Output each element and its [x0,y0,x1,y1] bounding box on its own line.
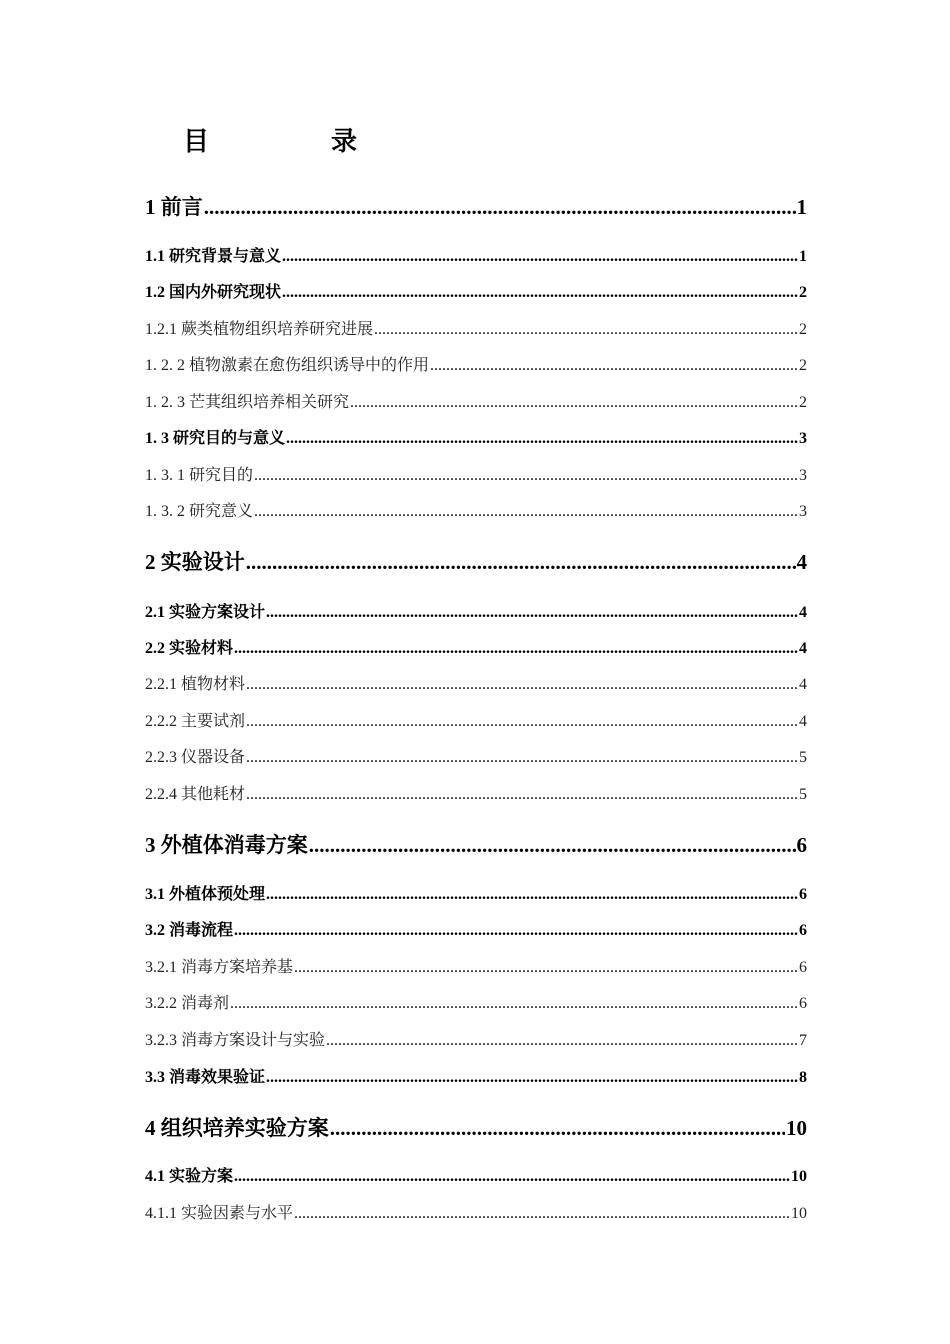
toc-entry-label: 2.2 实验材料 [145,640,234,657]
toc-entry[interactable] [145,391,807,415]
toc-dot-leader [246,710,798,734]
toc-entry[interactable] [145,464,807,488]
toc-entry-page-number: 1 [796,195,807,219]
toc-entry-page-number: 3 [799,503,807,520]
toc-entry-label: 2.2.1 植物材料 [145,676,246,693]
toc-title: 目 录 [183,127,406,156]
toc-dot-leader [234,637,798,661]
toc-dot-leader [234,919,798,943]
toc-entry[interactable] [145,354,807,378]
toc-entry[interactable] [145,500,807,524]
toc-entry-label: 2.1 实验方案设计 [145,604,266,621]
toc-dot-leader [282,281,798,305]
toc-entry[interactable] [145,281,807,305]
toc-dot-leader [246,548,796,576]
toc-dot-leader [374,318,798,342]
toc-dot-leader [266,883,798,907]
toc-entry-page-number: 5 [799,749,807,766]
toc-entry-page-number: 4 [799,713,807,730]
toc-entry-label: 4 组织培养实验方案 [145,1116,329,1140]
toc-entry-page-number: 4 [799,604,807,621]
toc-entry-label: 2.2.2 主要试剂 [145,713,246,730]
toc-entry[interactable] [145,1165,807,1189]
toc-entry-page-number: 2 [799,321,807,338]
toc-entry-label: 3 外植体消毒方案 [145,833,308,857]
toc-entry-label: 3.2.1 消毒方案培养基 [145,959,294,976]
toc-entry[interactable] [145,245,807,269]
toc-entry-page-number: 8 [799,1069,807,1086]
toc-entry-page-number: 4 [799,676,807,693]
toc-entry[interactable] [145,992,807,1016]
toc-entry-page-number: 1 [799,248,807,265]
toc-dot-leader [246,783,798,807]
toc-entry-label: 3.2 消毒流程 [145,922,234,939]
toc-entry[interactable] [145,1029,807,1053]
toc-entry-page-number: 10 [791,1168,807,1185]
toc-entry-page-number: 10 [791,1205,807,1222]
toc-entry-page-number: 7 [799,1032,807,1049]
toc-entry-label: 2.2.3 仪器设备 [145,749,246,766]
toc-entry-page-number: 4 [796,550,807,574]
toc-entry-label: 1. 3. 1 研究目的 [145,467,254,484]
toc-entry-label: 4.1 实验方案 [145,1168,234,1185]
toc-entry[interactable] [145,1114,807,1142]
toc-entry[interactable] [145,919,807,943]
toc-entry-page-number: 5 [799,786,807,803]
toc-entry[interactable] [145,427,807,451]
toc-dot-leader [254,500,798,524]
toc-dot-leader [286,427,798,451]
toc-dot-leader [246,673,798,697]
toc-entry-label: 3.1 外植体预处理 [145,886,266,903]
toc-entry-page-number: 6 [796,833,807,857]
toc-entry[interactable] [145,783,807,807]
toc-dot-leader [266,1066,798,1090]
toc-entry[interactable] [145,318,807,342]
toc-dot-leader [282,245,798,269]
toc-entry[interactable] [145,637,807,661]
toc-entry-label: 3.3 消毒效果验证 [145,1069,266,1086]
toc-entry-label: 1. 2. 2 植物激素在愈伤组织诱导中的作用 [145,357,430,374]
toc-entry-page-number: 6 [799,995,807,1012]
toc-dot-leader [294,1202,790,1226]
toc-entry-label: 3.2.3 消毒方案设计与实验 [145,1032,326,1049]
toc-entry-page-number: 3 [799,467,807,484]
toc-entry-page-number: 2 [799,284,807,301]
toc-entry-label: 1.1 研究背景与意义 [145,248,282,265]
toc-entry[interactable] [145,193,807,221]
toc-entry-label: 1.2.1 蕨类植物组织培养研究进展 [145,321,374,338]
toc-entry[interactable] [145,601,807,625]
toc-entry-label: 3.2.2 消毒剂 [145,995,230,1012]
toc-entry[interactable] [145,710,807,734]
toc-entry[interactable] [145,548,807,576]
toc-dot-leader [230,992,798,1016]
toc-entry[interactable] [145,1066,807,1090]
toc-entry-label: 1. 3. 2 研究意义 [145,503,254,520]
toc-entry-label: 4.1.1 实验因素与水平 [145,1205,294,1222]
toc-dot-leader [294,956,798,980]
toc-dot-leader [254,464,798,488]
toc-entry[interactable] [145,746,807,770]
toc-entry-label: 2 实验设计 [145,550,245,574]
toc-dot-leader [430,354,798,378]
toc-entry-label: 2.2.4 其他耗材 [145,786,246,803]
toc-entry[interactable] [145,956,807,980]
toc-entry-label: 1.2 国内外研究现状 [145,284,282,301]
toc-dot-leader [246,746,798,770]
toc-entry-label: 1. 3 研究目的与意义 [145,430,286,447]
toc-dot-leader [234,1165,790,1189]
toc-dot-leader [350,391,798,415]
toc-dot-leader [266,601,798,625]
toc-dot-leader [204,193,796,221]
toc-entry-page-number: 6 [799,886,807,903]
toc-entry-page-number: 6 [799,959,807,976]
toc-entry-label: 1 前言 [145,195,203,219]
toc-dot-leader [326,1029,798,1053]
toc-entry[interactable] [145,831,807,859]
toc-entry-page-number: 2 [799,394,807,411]
toc-entry-page-number: 6 [799,922,807,939]
toc-entry[interactable] [145,1202,807,1226]
toc-dot-leader [330,1114,785,1142]
toc-entry[interactable] [145,883,807,907]
toc-dot-leader [309,831,796,859]
toc-entry-page-number: 4 [799,640,807,657]
toc-entry-page-number: 3 [799,430,807,447]
toc-entry-label: 1. 2. 3 芒萁组织培养相关研究 [145,394,350,411]
toc-entry-page-number: 10 [786,1116,807,1140]
toc-entry-page-number: 2 [799,357,807,374]
toc-entry[interactable] [145,673,807,697]
